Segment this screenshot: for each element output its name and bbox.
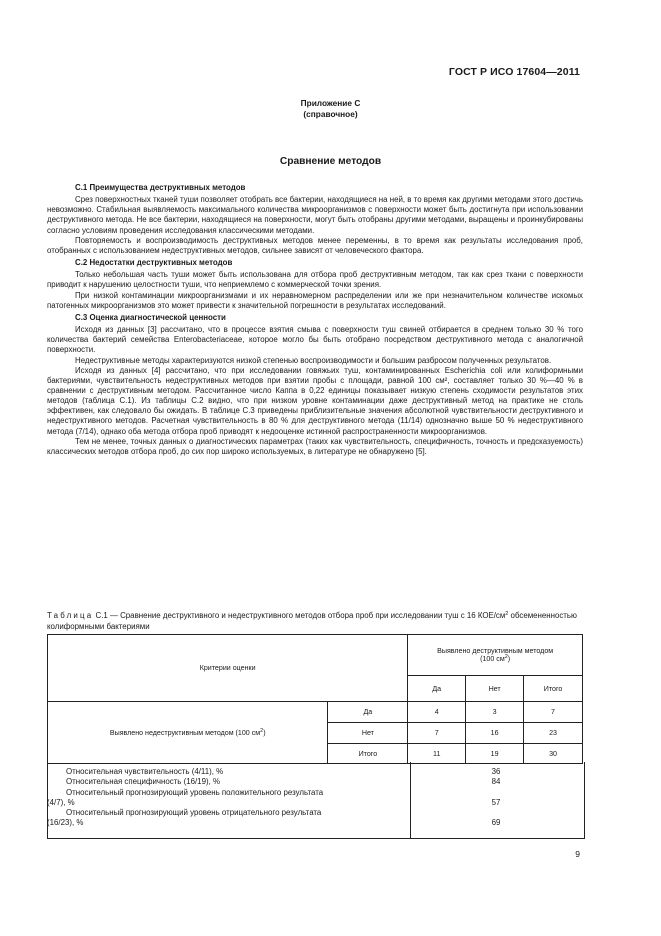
result-label xyxy=(47,767,409,777)
result-row xyxy=(47,767,583,777)
destructive-unit: (100 см xyxy=(480,655,505,663)
paragraph: Срез поверхностных тканей туши позволяет отобрать все бактерии, находящиеся на ней, в то время как другими методами этого достичь невозможно. Стабильная выявляемость максимального количества микроорганизмов с поверхности может быть достигнута при использовании деструктивного метода. Не все бактерии, находящиеся на поверхности, могут быть отобраны другими методами, выращены и проинкубированы согласно условиям проведения исследования классическими методами. xyxy=(47,195,583,235)
cell: 16 xyxy=(466,723,524,744)
row-label: Нет xyxy=(328,723,408,744)
cell: 30 xyxy=(524,744,583,764)
paragraph: Повторяемость и воспроизводимость деструктивных методов менее переменны, в то время как результаты исследования проб, отобранных с использованием недеструктивных методов, сильнее зависят от человеческого фактора. xyxy=(47,235,583,255)
destructive-unit-tail: ) xyxy=(507,655,511,663)
nondestructive-row-label xyxy=(48,702,328,764)
page-number: 9 xyxy=(575,849,580,859)
result-label xyxy=(47,788,409,809)
result-row xyxy=(47,808,583,829)
result-value: 69 xyxy=(491,818,501,828)
result-label-text: Относительная специфичность (16/19), % xyxy=(66,777,220,787)
heading-c2: С.2 Недостатки деструктивных методов xyxy=(75,258,233,268)
result-label-text: (16/23), % xyxy=(47,818,84,828)
cell: 3 xyxy=(466,702,524,723)
appendix-subtitle: (справочное) xyxy=(303,109,358,119)
table-caption-label: Таблица xyxy=(47,611,94,620)
col-total: Итого xyxy=(524,676,583,702)
document-id: ГОСТ Р ИСО 17604—2011 xyxy=(448,66,580,78)
destructive-header xyxy=(408,635,583,676)
cell: 7 xyxy=(524,702,583,723)
paragraph: Исходя из данных [3] рассчитано, что в процессе взятия смыва с поверхности туш свиней отбирается в среднем только 30 % того количества бактерий семейства Enterobacteriaceae, которое могло бы быть отобрано посредством деструктивного метода с аналогичной поверхности. xyxy=(47,325,583,355)
cell: 11 xyxy=(408,744,466,764)
cell: 7 xyxy=(408,723,466,744)
document-body xyxy=(47,183,583,457)
cell: 19 xyxy=(466,744,524,764)
heading-c1: С.1 Преимущества деструктивных методов xyxy=(75,183,246,192)
row-label: Итого xyxy=(328,744,408,764)
table-caption-text: С.1 — Сравнение деструктивного и недеструктивного методов отбора проб при исследовании туш с 16 КОЕ/см xyxy=(93,611,506,620)
col-yes: Да xyxy=(408,676,466,702)
result-label-text: Относительный прогнозирующий уровень положительного результата xyxy=(66,787,324,797)
appendix-title: Приложение С xyxy=(300,98,361,108)
table-caption xyxy=(47,611,587,632)
result-value: 57 xyxy=(491,797,501,807)
paragraph: Только небольшая часть туши может быть использована для отбора проб деструктивным методом, так как срез ткани с поверхности приводит к нарушению целостности туши, что неприемлемо с коммерческой точки зрения. xyxy=(47,270,583,290)
cell: 23 xyxy=(524,723,583,744)
result-label xyxy=(47,777,409,787)
result-value: 84 xyxy=(491,777,501,787)
nondestructive-label-tail: ) xyxy=(263,728,266,737)
paragraph: Тем не менее, точных данных о диагностических параметрах (таких как чувствительность, специфичность, точность и предсказуемость) классических методов отбора проб, до сих пор широко используемых, в литературе не обнаружено [5]. xyxy=(47,436,583,456)
paragraph: Недеструктивные методы характеризуются низкой степенью воспроизводимости и большим разбросом полученных результатов. xyxy=(75,355,552,365)
paragraph: Исходя из данных [4] рассчитано, что при исследовании говяжьих туш, контаминированных Escherichia coli или колиформными бактериями, чувствительность недеструктивных методов при взятии пробы с площади, равной 100 см², составляет только 30 %—40 % в сравнении с деструктивным методом. Рассчитанное число Каппа в 0,22 единицы показывает низкую степень сходимости результатов этих методов (таблица С.1). Из таблицы С.2 видно, что при низком уровне контаминации даже деструктивный метод на практике не столь эффективен, как следовало бы ожидать. В таблице С.3 приведены приблизительные значения абсолютной чувствительности деструктивного и недеструктивного методов. Расчетная чувствительность в 80 % для деструктивного метода (11/14) однозначно выше 50 % недеструктивного метода (7/14), однако оба метода отбора проб приводят к недооценке истинной распространенности микроорганизмов. xyxy=(47,365,583,436)
result-label xyxy=(47,808,409,829)
result-label-text: Относительный прогнозирующий уровень отрицательного результата xyxy=(66,808,322,818)
section-title: Сравнение методов xyxy=(279,156,382,167)
cell: 4 xyxy=(408,702,466,723)
comparison-table xyxy=(47,634,583,764)
col-no: Нет xyxy=(466,676,524,702)
results-block xyxy=(47,762,583,829)
row-label: Да xyxy=(328,702,408,723)
paragraph: При низкой контаминации микроорганизмами и их неравномерном распределении или же при незначительном количестве искомых патогенных микроорганизмов это может привести к значительной погрешности в результатах исследований. xyxy=(47,290,583,310)
destructive-unit-sup: 2 xyxy=(504,654,508,660)
destructive-header-label: Выявлено деструктивным методом xyxy=(437,647,554,655)
result-label-text: Относительная чувствительность (4/11), % xyxy=(66,767,224,776)
table-caption-tail: обсемененностью колиформными бактериями xyxy=(47,611,577,631)
result-row xyxy=(47,788,583,809)
nondestructive-label: Выявлено недеструктивным методом (100 см xyxy=(109,728,261,737)
table-caption-sup: 2 xyxy=(505,611,509,617)
result-value: 36 xyxy=(491,767,501,776)
result-label-text: (4/7), % xyxy=(47,797,75,807)
nondestructive-label-sup: 2 xyxy=(260,727,264,734)
result-row xyxy=(47,777,583,787)
criteria-header: Критерии оценки xyxy=(48,635,408,702)
heading-c3: С.3 Оценка диагностической ценности xyxy=(75,312,226,322)
